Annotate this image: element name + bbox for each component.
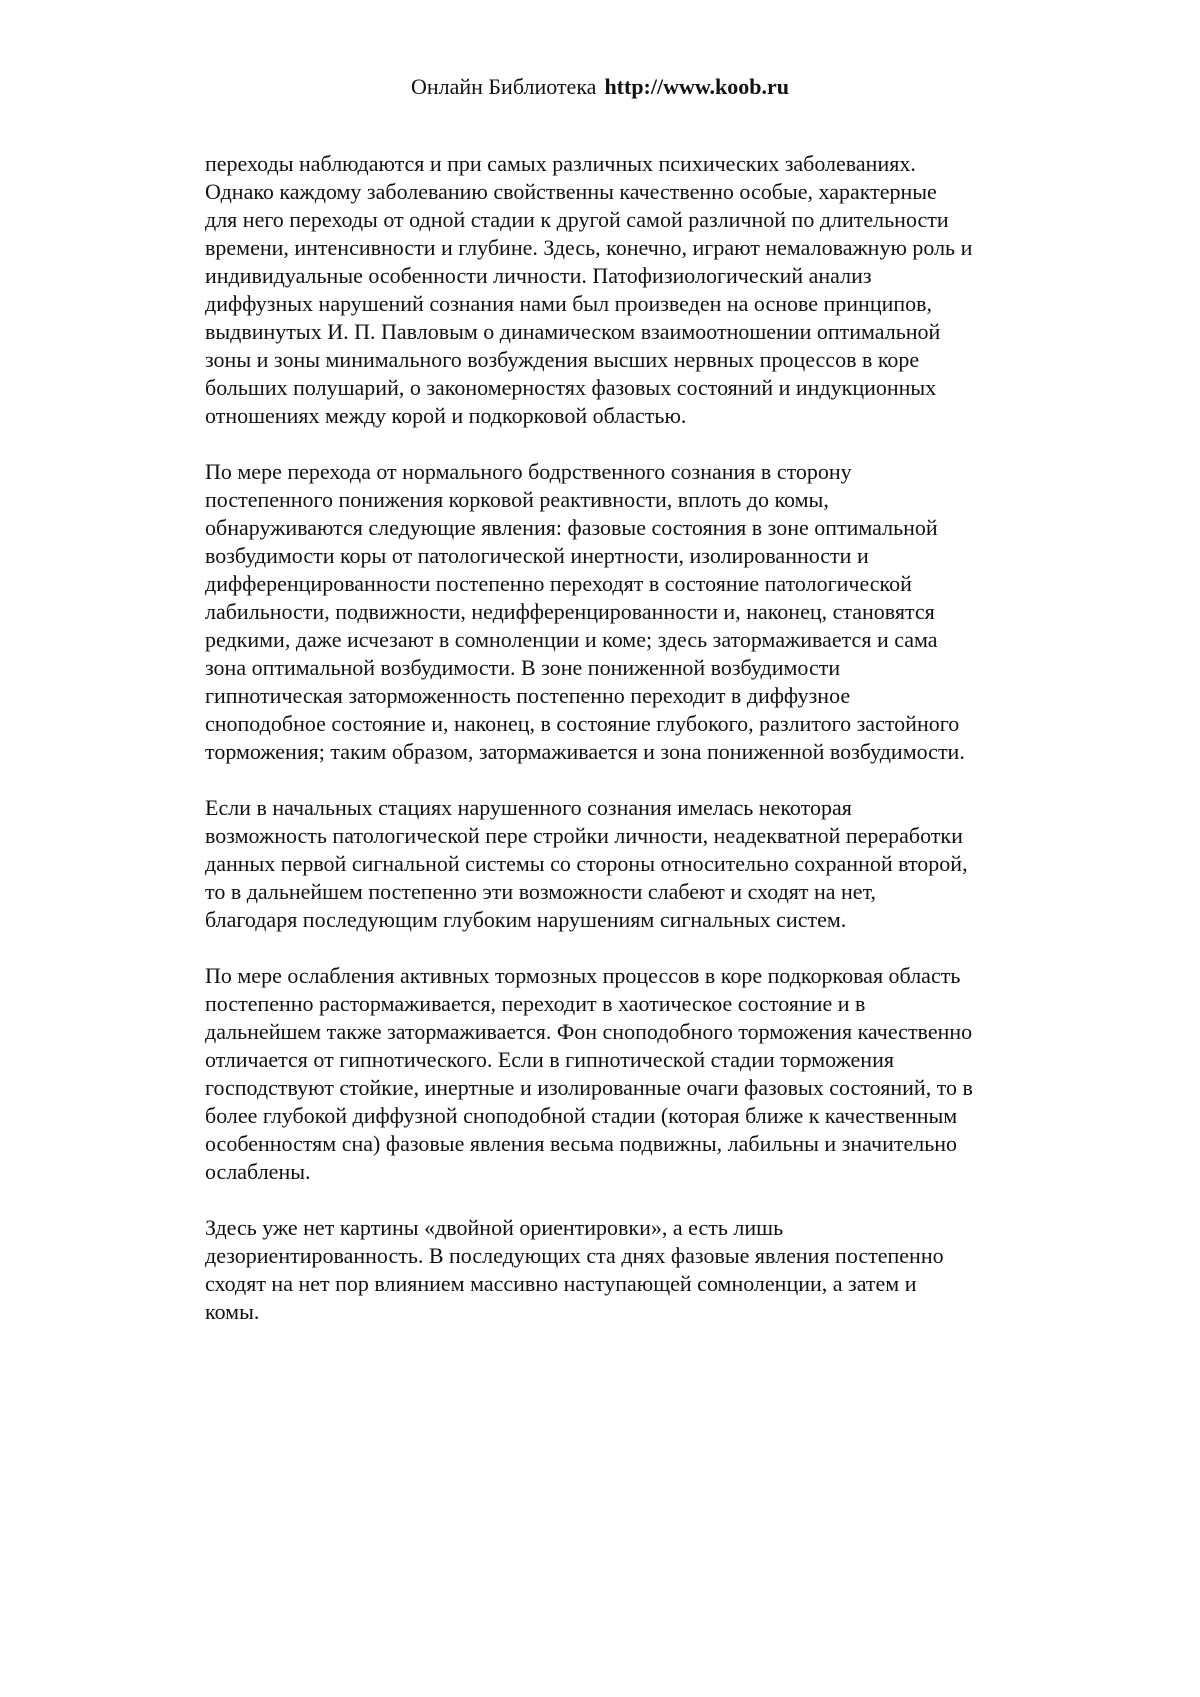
text-line: комы. [205, 1299, 260, 1324]
text-line: дезориентированность. В последующих ста днях фазовые явления постепенно [205, 1243, 944, 1268]
library-label: Онлайн Библиотека [410, 74, 597, 99]
page-header [0, 73, 1200, 101]
text-line: переходы наблюдаются и при самых различных психических заболеваниях. [205, 151, 916, 176]
text-line: лабильности, подвижности, недифференцированности и, наконец, становятся [205, 599, 935, 624]
text-line: возможность патологической пере стройки личности, неадекватной переработки [205, 823, 963, 848]
text-line: постепенного понижения корковой реактивности, вплоть до комы, [205, 487, 829, 512]
paragraph [205, 794, 1075, 934]
paragraph [205, 962, 1075, 1186]
text-line: дифференцированности постепенно переходят в состояние патологической [205, 571, 912, 596]
text-line: больших полушарий, о закономерностях фазовых состояний и индукционных [205, 375, 937, 400]
text-line: благодаря последующим глубоким нарушениям сигнальных систем. [205, 907, 847, 932]
text-line: для него переходы от одной стадии к другой самой различной по длительности [205, 207, 949, 232]
text-line: времени, интенсивности и глубине. Здесь, конечно, играют немаловажную роль и [205, 235, 973, 260]
paragraph [205, 1214, 1075, 1326]
text-line: зоны и зоны минимального возбуждения высших нервных процессов в коре [205, 347, 920, 372]
text-line: особенностям сна) фазовые явления весьма подвижны, лабильны и значительно [205, 1131, 958, 1156]
paragraph [205, 458, 1075, 766]
paragraph [205, 150, 1075, 430]
text-line: ослаблены. [205, 1159, 311, 1184]
text-line: По мере перехода от нормального бодрственного сознания в сторону [205, 459, 852, 484]
text-line: редкими, даже исчезают в сомноленции и коме; здесь затормаживается и сама [205, 627, 938, 652]
text-line: Если в начальных стациях нарушенного сознания имелась некоторая [205, 795, 852, 820]
text-line: Здесь уже нет картины «двойной ориентировки», а есть лишь [205, 1215, 784, 1240]
text-line: данных первой сигнальной системы со стороны относительно сохранной второй, [205, 851, 968, 876]
text-line: дальнейшем также затормаживается. Фон сноподобного торможения качественно [205, 1019, 973, 1044]
site-url: http://www.koob.ru [604, 74, 790, 99]
text-line: выдвинутых И. П. Павловым о динамическом взаимоотношении оптимальной [205, 319, 941, 344]
text-line: гипнотическая заторможенность постепенно переходит в диффузное [205, 683, 851, 708]
body-text [205, 150, 1075, 1354]
text-line: возбудимости коры от патологической инертности, изолированности и [205, 543, 869, 568]
text-line: сноподобное состояние и, наконец, в состояние глубокого, разлитого застойного [205, 711, 960, 736]
text-line: Однако каждому заболеванию свойственны качественно особые, характерные [205, 179, 937, 204]
text-line: отличается от гипнотического. Если в гипнотической стадии торможения [205, 1047, 894, 1072]
text-line: сходят на нет пор влиянием массивно наступающей сомноленции, а затем и [205, 1271, 917, 1296]
text-line: По мере ослабления активных тормозных процессов в коре подкорковая область [205, 963, 961, 988]
text-line: диффузных нарушений сознания нами был произведен на основе принципов, [205, 291, 933, 316]
text-line: более глубокой диффузной сноподобной стадии (которая ближе к качественным [205, 1103, 958, 1128]
text-line: торможения; таким образом, затормаживается и зона пониженной возбудимости. [205, 739, 965, 764]
text-line: отношениях между корой и подкорковой областью. [205, 403, 687, 428]
text-line: зона оптимальной возбудимости. В зоне пониженной возбудимости [205, 655, 841, 680]
text-line: господствуют стойкие, инертные и изолированные очаги фазовых состояний, то в [205, 1075, 973, 1100]
text-line: то в дальнейшем постепенно эти возможности слабеют и сходят на нет, [205, 879, 877, 904]
text-line: обнаруживаются следующие явления: фазовые состояния в зоне оптимальной [205, 515, 938, 540]
text-line: постепенно растормаживается, переходит в хаотическое состояние и в [205, 991, 866, 1016]
text-line: индивидуальные особенности личности. Патофизиологический анализ [205, 263, 872, 288]
